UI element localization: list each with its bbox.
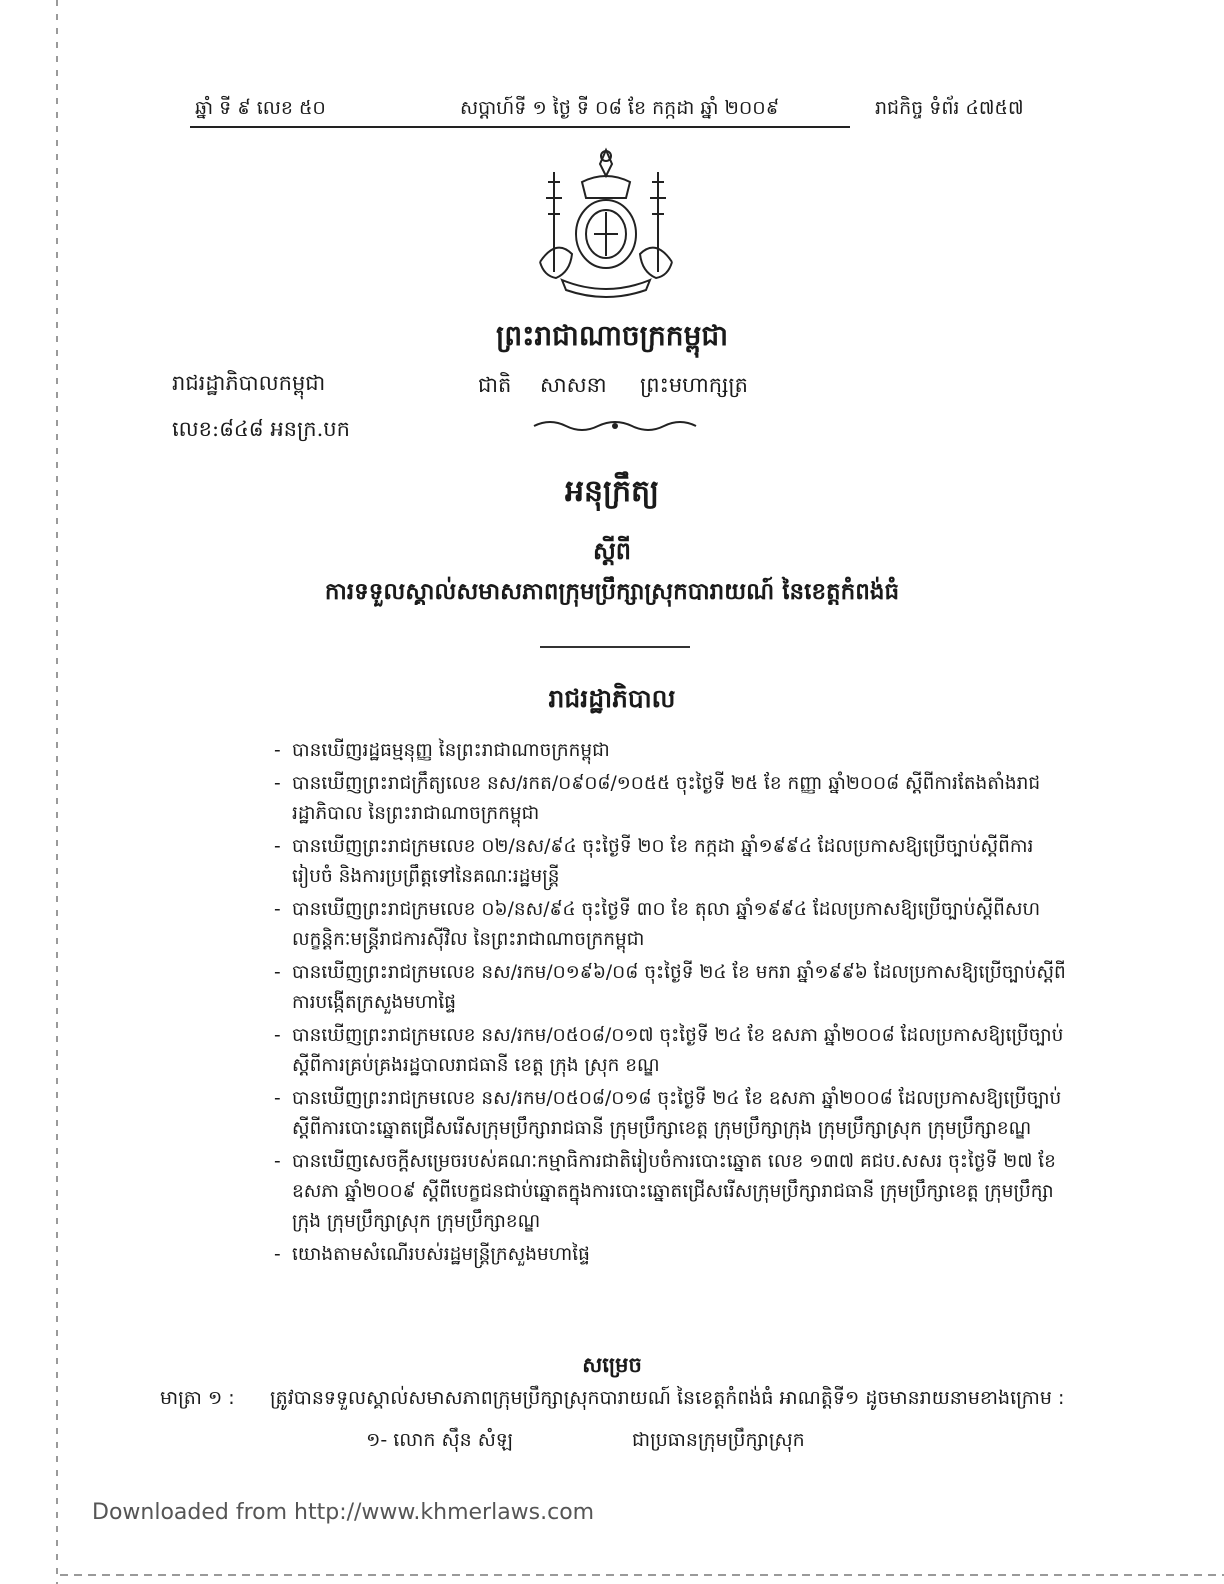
scan-edge-bottom — [60, 1574, 1224, 1576]
header-rule — [190, 126, 850, 128]
recital-item: - បានឃើញព្រះរាជក្រមលេខ នស/រកម/០១៩៦/០៨ ចុះថ្ងៃទី ២៤ ខែ មករា ឆ្នាំ១៩៩៦ ដែលប្រកាសឱ្យប្រើច្បាប់ស្តីពីការបង្កើតក្រសួងមហាផ្ទៃ — [274, 962, 1066, 1013]
recital-text: យោងតាមសំណើរបស់រដ្ឋមន្ត្រីក្រសួងមហាផ្ទៃ — [292, 1244, 590, 1265]
recital-item: - យោងតាមសំណើរបស់រដ្ឋមន្ត្រីក្រសួងមហាផ្ទៃ — [274, 1244, 590, 1265]
kingdom-title: ព្រះរាជាណាចក្រកម្ពុជា — [495, 319, 728, 352]
scan-edge-left — [56, 0, 58, 1584]
recital-text: បានឃើញព្រះរាជក្រឹត្យលេខ នស/រកត/០៩០៨/១០៥៥ ចុះថ្ងៃទី ២៥ ខែ កញ្ញា ឆ្នាំ២០០៨ ស្តីពីការតែងតាំងរាជរដ្ឋាភិបាល នៃព្រះរាជាណាចក្រកម្ពុជា — [292, 773, 1041, 824]
subject-rule — [540, 646, 690, 648]
recital-item: - បានឃើញសេចក្តីសម្រេចរបស់គណៈកម្មាធិការជាតិរៀបចំការបោះឆ្នោត លេខ ១៣៧ គជប.សសរ ចុះថ្ងៃទី ២៧ ខែ ឧសភា ឆ្នាំ២០០៩ ស្តីពីបេក្ខជនជាប់ឆ្នោតក្នុងការបោះឆ្នោតជ្រើសរើសក្រុមប្រឹក្សារាជធានី ក្រុមប្រឹក្សាខេត្ត ក្រុមប្រឹក្សាក្រុង ក្រុមប្រឹក្សាស្រុក ក្រុមប្រឹក្សាខណ្ឌ — [274, 1151, 1056, 1232]
recital-text: បានឃើញព្រះរាជក្រមលេខ ០៦/នស/៩៤ ចុះថ្ងៃទី ៣០ ខែ តុលា ឆ្នាំ១៩៩៤ ដែលប្រកាសឱ្យប្រើច្បាប់ស្តីពីសហលក្ខន្តិកៈមន្ត្រីរាជការស៊ីវិល នៃព្រះរាជាណាចក្រកម្ពុជា — [292, 899, 1041, 950]
gazette-page: រាជកិច្ច ទំព័រ ៤៧៥៧ — [875, 97, 1024, 119]
recital-item: - បានឃើញរដ្ឋធម្មនុញ្ញ នៃព្រះរាជាណាចក្រកម្ពុជា — [274, 740, 610, 761]
gazette-date: សប្តាហ៍ទី ១ ថ្ងៃ ទី ០៨ ខែ កក្កដា ឆ្នាំ ២០០៩ — [460, 97, 780, 119]
royal-coat-of-arms-icon — [526, 142, 686, 302]
article-1-text: ត្រូវបានទទួលស្គាល់សមាសភាពក្រុមប្រឹក្សាស្រុកបារាយណ៍ នៃខេត្តកំពង់ធំ អាណត្តិទី១ ដូចមានរាយនាមខាងក្រោម : — [270, 1387, 1065, 1409]
recital-text: បានឃើញព្រះរាជក្រមលេខ នស/រកម/០៥០៨/០១៨ ចុះថ្ងៃទី ២៤ ខែ ឧសភា ឆ្នាំ២០០៨ ដែលប្រកាសឱ្យប្រើច្បាប់ស្តីពីការបោះឆ្នោតជ្រើសរើសក្រុមប្រឹក្សារាជធានី ក្រុមប្រឹក្សាខេត្ត ក្រុមប្រឹក្សាក្រុង ក្រុមប្រឹក្សាស្រុក ក្រុមប្រឹក្សាខណ្ឌ — [292, 1088, 1062, 1139]
recital-item: - បានឃើញព្រះរាជក្រមលេខ នស/រកម/០៥០៨/០១៧ ចុះថ្ងៃទី ២៤ ខែ ឧសភា ឆ្នាំ២០០៨ ដែលប្រកាសឱ្យប្រើច្បាប់ស្តីពីការគ្រប់គ្រងរដ្ឋបាលរាជធានី ខេត្ត ក្រុង ស្រុក ខណ្ឌ — [274, 1025, 1064, 1076]
divider-ornament-icon — [530, 418, 700, 434]
recitals-list — [274, 736, 1074, 1273]
government-name: រាជរដ្ឋាភិបាលកម្ពុជា — [172, 371, 326, 395]
member-row — [366, 1428, 805, 1456]
download-source-footer: Downloaded from http://www.khmerlaws.com — [92, 1500, 595, 1525]
document-on: ស្តីពី — [592, 536, 632, 565]
recital-text: បានឃើញព្រះរាជក្រមលេខ ០២/នស/៩៤ ចុះថ្ងៃទី ២០ ខែ កក្កដា ឆ្នាំ១៩៩៤ ដែលប្រកាសឱ្យប្រើច្បាប់ស្តីពីការរៀបចំ និងការប្រព្រឹត្តទៅនៃគណៈរដ្ឋមន្ត្រី — [292, 836, 1034, 887]
issuing-authority: រាជរដ្ឋាភិបាល — [548, 684, 676, 713]
member-name: ១- លោក ស៊ឹន សំឡ — [366, 1429, 513, 1451]
recital-text: បានឃើញរដ្ឋធម្មនុញ្ញ នៃព្រះរាជាណាចក្រកម្ពុជា — [292, 740, 610, 761]
article-1-label: មាត្រា ១ : — [160, 1387, 235, 1409]
recital-item: - បានឃើញព្រះរាជក្រឹត្យលេខ នស/រកត/០៩០៨/១០៥៥ ចុះថ្ងៃទី ២៥ ខែ កញ្ញា ឆ្នាំ២០០៨ ស្តីពីការតែងតាំងរាជរដ្ឋាភិបាល នៃព្រះរាជាណាចក្រកម្ពុជា — [274, 773, 1041, 824]
document-subject: ការទទួលស្គាល់សមាសភាពក្រុមប្រឹក្សាស្រុកបារាយណ៍ នៃខេត្តកំពង់ធំ — [324, 578, 900, 605]
decision-heading: សម្រេច — [582, 1352, 642, 1377]
recital-text: បានឃើញព្រះរាជក្រមលេខ នស/រកម/០១៩៦/០៨ ចុះថ្ងៃទី ២៤ ខែ មករា ឆ្នាំ១៩៩៦ ដែលប្រកាសឱ្យប្រើច្បាប់ស្តីពីការបង្កើតក្រសួងមហាផ្ទៃ — [292, 962, 1066, 1013]
recital-text: បានឃើញសេចក្តីសម្រេចរបស់គណៈកម្មាធិការជាតិរៀបចំការបោះឆ្នោត លេខ ១៣៧ គជប.សសរ ចុះថ្ងៃទី ២៧ ខែ ឧសភា ឆ្នាំ២០០៩ ស្តីពីបេក្ខជនជាប់ឆ្នោតក្នុងការបោះឆ្នោតជ្រើសរើសក្រុមប្រឹក្សារាជធានី ក្រុមប្រឹក្សាខេត្ត ក្រុមប្រឹក្សាក្រុង ក្រុមប្រឹក្សាស្រុក ក្រុមប្រឹក្សាខណ្ឌ — [292, 1151, 1056, 1232]
recital-item: - បានឃើញព្រះរាជក្រមលេខ ០២/នស/៩៤ ចុះថ្ងៃទី ២០ ខែ កក្កដា ឆ្នាំ១៩៩៤ ដែលប្រកាសឱ្យប្រើច្បាប់ស្តីពីការរៀបចំ និងការប្រព្រឹត្តទៅនៃគណៈរដ្ឋមន្ត្រី — [274, 836, 1034, 887]
document-type: អនុក្រឹត្យ — [564, 474, 660, 509]
article-1 — [160, 1386, 1070, 1414]
motto-nation: ជាតិ — [478, 373, 512, 397]
recital-item: - បានឃើញព្រះរាជក្រមលេខ នស/រកម/០៥០៨/០១៨ ចុះថ្ងៃទី ២៤ ខែ ឧសភា ឆ្នាំ២០០៨ ដែលប្រកាសឱ្យប្រើច្បាប់ស្តីពីការបោះឆ្នោតជ្រើសរើសក្រុមប្រឹក្សារាជធានី ក្រុមប្រឹក្សាខេត្ត ក្រុមប្រឹក្សាក្រុង ក្រុមប្រឹក្សាស្រុក ក្រុមប្រឹក្សាខណ្ឌ — [274, 1088, 1062, 1139]
gazette-issue: ឆ្នាំ ទី ៩ លេខ ៥០ — [195, 97, 326, 119]
recital-item: - បានឃើញព្រះរាជក្រមលេខ ០៦/នស/៩៤ ចុះថ្ងៃទី ៣០ ខែ តុលា ឆ្នាំ១៩៩៤ ដែលប្រកាសឱ្យប្រើច្បាប់ស្តីពីសហលក្ខន្តិកៈមន្ត្រីរាជការស៊ីវិល នៃព្រះរាជាណាចក្រកម្ពុជា — [274, 899, 1041, 950]
reference-number: លេខ:៨៤៨ អនក្រ.បក — [172, 417, 350, 441]
recital-text: បានឃើញព្រះរាជក្រមលេខ នស/រកម/០៥០៨/០១៧ ចុះថ្ងៃទី ២៤ ខែ ឧសភា ឆ្នាំ២០០៨ ដែលប្រកាសឱ្យប្រើច្បាប់ស្តីពីការគ្រប់គ្រងរដ្ឋបាលរាជធានី ខេត្ត ក្រុង ស្រុក ខណ្ឌ — [292, 1025, 1064, 1076]
motto-religion: សាសនា — [540, 373, 607, 397]
motto-king: ព្រះមហាក្សត្រ — [640, 373, 748, 397]
member-role: ជាប្រធានក្រុមប្រឹក្សាស្រុក — [632, 1429, 805, 1451]
